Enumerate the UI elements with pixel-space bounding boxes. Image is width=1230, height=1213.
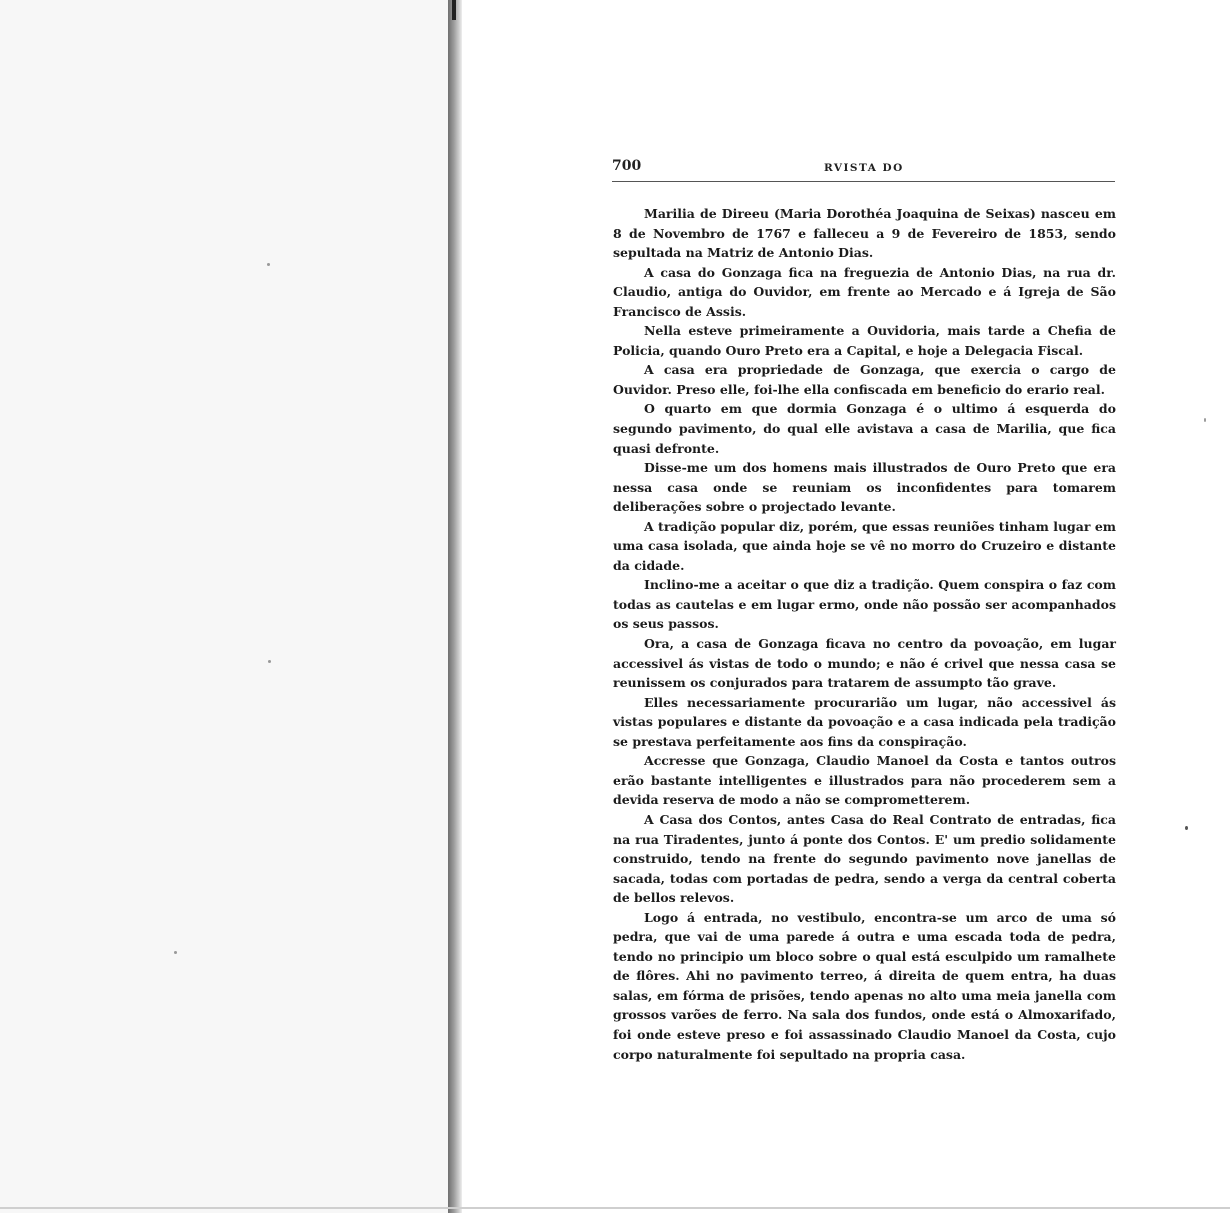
paragraph: Elles necessariamente procurarião um lugar, não accessivel ás vistas populares e distante da povoação e a casa indicada pela tradição se prestava perfeitamente aos fins da conspiração. (613, 694, 1116, 749)
paragraph: Accresse que Gonzaga, Claudio Manoel da Costa e tantos outros erão bastante intelligentes e illustrados para não procederem sem a devida reserva de modo a não se comprometterem. (613, 753, 1116, 808)
paragraph: A casa do Gonzaga fica na freguezia de Antonio Dias, na rua dr. Claudio, antiga do Ouvidor, em frente ao Mercado e á Igreja de São Francisco de Assis. (613, 264, 1116, 319)
book-spine (448, 0, 462, 1213)
page-number: 700 (612, 158, 642, 174)
page-bottom-edge (0, 1207, 1230, 1209)
page-header (612, 158, 1117, 180)
paragraph: O quarto em que dormia Gonzaga é o ultimo á esquerda do segundo pavimento, do qual elle avistava a casa de Marilia, que fica quasi defronte. (613, 401, 1116, 456)
left-page (0, 0, 450, 1213)
paragraph: A casa era propriedade de Gonzaga, que exercia o cargo de Ouvidor. Preso elle, foi-lhe ella confiscada em beneficio do erario real. (613, 362, 1116, 397)
body-text (613, 204, 1116, 1064)
paragraph: Inclino-me a aceitar o que diz a tradição. Quem conspira o faz com todas as cautelas e em lugar ermo, onde não possão ser acompanhados os seus passos. (613, 577, 1116, 632)
paper-speck (268, 660, 271, 663)
paper-speck (267, 263, 270, 266)
paragraph: Logo á entrada, no vestibulo, encontra-se um arco de uma só pedra, que vai de uma parede á outra e uma escada toda de pedra, tendo no principio um bloco sobre o qual está esculpido um ramalhete de flôres. Ahi no pavimento terreo, á direita de quem entra, ha duas salas, em fórma de prisões, tendo apenas no alto uma meia janella com grossos varões de ferro. Na sala dos fundos, onde está o Almoxarifado, foi onde esteve preso e foi assassinado Claudio Manoel da Costa, cujo corpo naturalmente foi sepultado na propria casa. (613, 909, 1116, 1062)
paragraph: Nella esteve primeiramente a Ouvidoria, mais tarde a Chefia de Policia, quando Ouro Preto era a Capital, e hoje a Delegacia Fiscal. (613, 323, 1116, 358)
paper-speck (174, 951, 177, 954)
paper-speck (1204, 418, 1206, 422)
paper-speck (1185, 826, 1188, 830)
running-head: RVISTA DO (824, 162, 904, 174)
paragraph: Ora, a casa de Gonzaga ficava no centro da povoação, em lugar accessivel ás vistas de todo o mundo; e não é crivel que nessa casa se reunissem os conjurados para tratarem de assumpto tão grave. (613, 636, 1116, 691)
paragraph: Marilia de Direeu (Maria Dorothéa Joaquina de Seixas) nasceu em 8 de Novembro de 1767 e falleceu a 9 de Fevereiro de 1853, sendo sepultada na Matriz de Antonio Dias. (613, 206, 1116, 261)
paragraph: A tradição popular diz, porém, que essas reuniões tinham lugar em uma casa isolada, que ainda hoje se vê no morro do Cruzeiro e distante da cidade. (613, 518, 1116, 573)
paragraph: A Casa dos Contos, antes Casa do Real Contrato de entradas, fica na rua Tiradentes, junto á ponte dos Contos. E' um predio solidamente construido, tendo na frente do segundo pavimento nove janellas de sacada, todas com portadas de pedra, sendo a verga da central coberta de bellos relevos. (613, 811, 1116, 906)
header-rule (612, 181, 1115, 182)
spine-shadow (452, 0, 456, 20)
paragraph: Disse-me um dos homens mais illustrados de Ouro Preto que era nessa casa onde se reuniam os inconfidentes para tomarem deliberações sobre o projectado levante. (613, 460, 1116, 515)
